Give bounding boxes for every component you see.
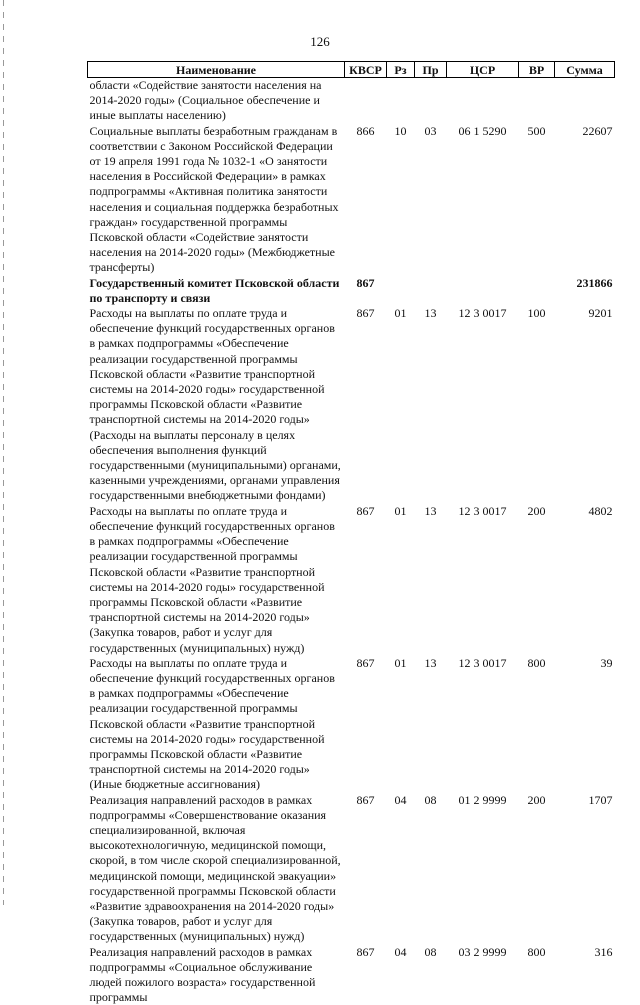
column-header-sum: Сумма [555, 62, 615, 78]
row-csr [447, 276, 519, 306]
row-vr: 500 [527, 123, 546, 138]
table-row-department [88, 276, 615, 306]
row-name: области «Содействие занятости населения на 2014-2020 годы» (Социальное обеспечение и иные выплаты населению) [89, 78, 322, 123]
row-pr: 08 [424, 944, 437, 959]
row-sum: 4802 [588, 503, 613, 518]
row-rz: 01 [394, 306, 407, 321]
column-header-csr: ЦСР [447, 62, 519, 78]
row-kvsr: 867 [356, 944, 375, 959]
row-vr: 200 [527, 503, 546, 518]
column-header-name: Наименование [88, 62, 345, 78]
table-row [88, 306, 615, 504]
row-csr: 06 1 5290 [458, 123, 507, 138]
row-pr [415, 78, 447, 124]
table-row [88, 78, 615, 124]
row-sum: 22607 [582, 123, 613, 138]
column-header-pr: Пр [415, 62, 447, 78]
page-number: 126 [310, 34, 330, 49]
row-kvsr: 867 [356, 503, 375, 518]
table-row [88, 504, 615, 656]
row-csr [447, 78, 519, 124]
row-vr: 800 [527, 655, 546, 670]
row-kvsr: 867 [356, 306, 375, 321]
row-sum: 316 [594, 944, 613, 959]
row-kvsr: 867 [356, 275, 375, 290]
row-rz: 04 [394, 792, 407, 807]
row-rz [387, 78, 415, 124]
row-pr [415, 276, 447, 306]
table-header-row [88, 62, 615, 78]
row-name: Расходы на выплаты по оплате труда и обеспечение функций государственных органов в рамках подпрограммы «Обеспечение реализации государственной программы Псковской области «Развитие транспортной системы на 2014-2020 годы» государственной программы Псковской области «Развитие транспортной системы на 2014-2020 годы» (Закупка товаров, работ и услуг для государственных (муниципальных) нужд) [89, 503, 335, 655]
row-vr [519, 78, 555, 124]
row-pr: 08 [424, 792, 437, 807]
row-csr: 12 3 0017 [458, 655, 507, 670]
row-rz: 01 [394, 655, 407, 670]
row-kvsr: 867 [356, 792, 375, 807]
row-pr: 13 [424, 503, 437, 518]
row-vr: 200 [527, 792, 546, 807]
row-vr: 800 [527, 944, 546, 959]
row-vr: 100 [527, 306, 546, 321]
row-rz [387, 276, 415, 306]
row-name: Социальные выплаты безработным гражданам в соответствии с Законом Российской Федерации от 19 апреля 1991 года № 1032-1 «О занятости населения в Российской Федерации» в рамках подпрограммы «Активная политика занятости населения и социальная поддержка безработных граждан» государственной программы Псковской области «Содействие занятости населения на 2014-2020 годы» (Межбюджетные трансферты) [89, 123, 339, 275]
column-header-kvsr: КВСР [345, 62, 387, 78]
row-kvsr: 867 [356, 655, 375, 670]
row-csr: 03 2 9999 [458, 944, 507, 959]
table-row [88, 945, 615, 1005]
row-sum [555, 78, 615, 124]
table-row [88, 124, 615, 276]
row-csr: 01 2 9999 [458, 792, 507, 807]
column-header-vr: ВР [519, 62, 555, 78]
row-csr: 12 3 0017 [458, 306, 507, 321]
row-rz: 01 [394, 503, 407, 518]
row-name: Расходы на выплаты по оплате труда и обеспечение функций государственных органов в рамках подпрограммы «Обеспечение реализации государственной программы Псковской области «Развитие транспортной системы на 2014-2020 годы» государственной программы Псковской области «Развитие транспортной системы на 2014-2020 годы» (Расходы на выплаты персоналу в целях обеспечения выполнения функций государственными (муниципальными) органами, казенными учреждениями, органами управления государственными внебюджетными фондами) [89, 306, 341, 503]
row-kvsr [345, 78, 387, 124]
row-sum: 39 [600, 655, 613, 670]
column-header-rz: Рз [387, 62, 415, 78]
row-pr: 03 [424, 123, 437, 138]
row-sum: 231866 [576, 275, 613, 290]
row-name: Государственный комитет Псковской области по транспорту и связи [89, 275, 340, 305]
row-name: Расходы на выплаты по оплате труда и обеспечение функций государственных органов в рамках подпрограммы «Обеспечение реализации государственной программы Псковской области «Развитие транспортной системы на 2014-2020 годы» государственной программы Псковской области «Развитие транспортной системы на 2014-2020 годы» (Иные бюджетные ассигнования) [89, 655, 335, 792]
table-row [88, 656, 615, 793]
scan-edge-divider [3, 0, 4, 905]
row-vr [519, 276, 555, 306]
row-pr: 13 [424, 306, 437, 321]
budget-table [87, 61, 615, 1005]
row-csr: 12 3 0017 [458, 503, 507, 518]
row-sum: 9201 [588, 306, 613, 321]
row-name: Реализация направлений расходов в рамках подпрограммы «Совершенствование оказания специализированной, включая высокотехнологичную, медицинской помощи, скорой, в том числе скорой специализированной, медицинской помощи, медицинской эвакуации» государственной программы Псковской области «Развитие здравоохранения на 2014-2020 годы» (Закупка товаров, работ и услуг для государственных (муниципальных) нужд) [89, 792, 341, 944]
row-pr: 13 [424, 655, 437, 670]
row-rz: 04 [394, 944, 407, 959]
row-sum: 1707 [588, 792, 613, 807]
row-name: Реализация направлений расходов в рамках подпрограммы «Социальное обслуживание людей пожилого возраста» государственной программы [89, 944, 316, 1005]
row-kvsr: 866 [356, 123, 375, 138]
row-rz: 10 [394, 123, 407, 138]
table-row [88, 793, 615, 945]
